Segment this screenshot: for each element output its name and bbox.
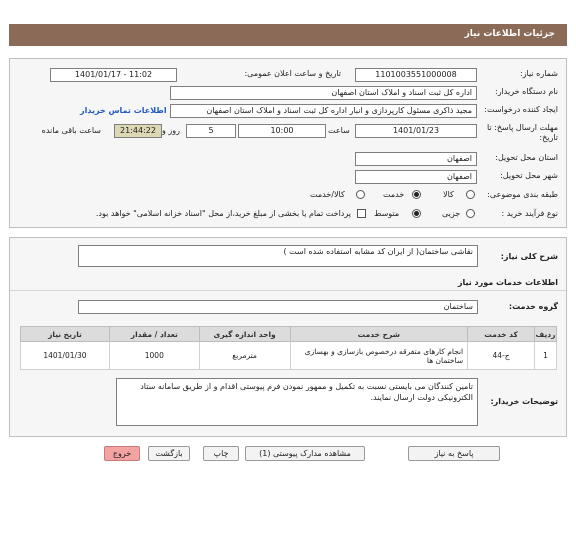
- treasury-payment-checkbox[interactable]: [357, 209, 366, 218]
- category-radio-service[interactable]: [412, 190, 421, 199]
- buyer-contact-link[interactable]: اطلاعات تماس خریدار: [80, 106, 167, 115]
- payment-note: پرداخت تمام یا بخشی از مبلغ خرید،از محل "اسناد خزانه اسلامی" خواهد بود.: [95, 209, 351, 218]
- general-desc-label: شرح کلی نیاز:: [500, 252, 558, 261]
- province-field: اصفهان: [355, 152, 477, 166]
- need-number-field: 1101003551000008: [355, 68, 477, 82]
- process-option-minor: جزیی: [442, 209, 461, 218]
- col-need-date-header: تاریخ نیاز: [21, 327, 110, 342]
- category-radio-goods[interactable]: [466, 190, 475, 199]
- view-attachments-button[interactable]: مشاهده مدارک پیوستی (1): [245, 446, 365, 461]
- services-divider: [10, 290, 566, 291]
- category-option-service: خدمت: [383, 190, 405, 199]
- print-button[interactable]: چاپ: [203, 446, 239, 461]
- table-row: [21, 342, 557, 370]
- page-title: جزئیات اطلاعات نیاز: [464, 29, 555, 39]
- category-option-goods-service: کالا/خدمت: [310, 190, 345, 199]
- category-option-goods: کالا: [443, 190, 454, 199]
- city-field: اصفهان: [355, 170, 477, 184]
- deadline-time-field: 10:00: [238, 124, 326, 138]
- col-unit-header: واحد اندازه گیری: [199, 327, 290, 342]
- request-creator-label: ایجاد کننده درخواست:: [484, 105, 558, 114]
- category-label: طبقه بندی موضوعی:: [487, 190, 558, 199]
- buyer-notes-label: توضیحات خریدار:: [490, 397, 558, 406]
- request-creator-field: مجید ذاکری مسئول کارپردازی و انبار اداره کل ثبت اسناد و املاک استان اصفهان: [170, 104, 477, 118]
- remaining-time-label: ساعت باقی مانده: [41, 126, 101, 135]
- col-quantity-header: تعداد / مقدار: [109, 327, 199, 342]
- reply-to-need-button[interactable]: پاسخ به نیاز: [408, 446, 500, 461]
- announce-datetime-label: تاریخ و ساعت اعلان عمومی:: [244, 69, 341, 78]
- services-panel: [9, 237, 567, 437]
- cell-unit: مترمربع: [199, 342, 290, 370]
- need-number-label: شماره نیاز:: [520, 69, 558, 78]
- service-group-label: گروه خدمت:: [508, 302, 558, 311]
- table-header-row: [21, 327, 557, 342]
- process-radio-minor[interactable]: [466, 209, 475, 218]
- delivery-province-label: استان محل تحویل:: [495, 153, 558, 162]
- deadline-time-label: ساعت: [328, 126, 350, 135]
- category-radio-goods-service[interactable]: [356, 190, 365, 199]
- col-service-code-header: کد خدمت: [468, 327, 535, 342]
- services-info-heading: اطلاعات خدمات مورد نیاز: [457, 278, 558, 287]
- time-remaining-field: 21:44:22: [114, 124, 162, 138]
- title-bar: [9, 24, 567, 46]
- cell-quantity: 1000: [109, 342, 199, 370]
- service-group-field: ساختمان: [78, 300, 478, 314]
- services-table: [20, 326, 557, 370]
- cell-row-number: 1: [535, 342, 557, 370]
- cell-need-date: 1401/01/30: [21, 342, 110, 370]
- deadline-date-field: 1401/01/23: [355, 124, 477, 138]
- back-button[interactable]: بازگشت: [148, 446, 190, 461]
- exit-button[interactable]: خروج: [104, 446, 140, 461]
- buyer-notes-field: تامین کنندگان می بایستی نسبت به تکمیل و ممهور نمودن فرم پیوستی اقدام و از طریق سامانه ستاد الکترونیکی دولت ارسال نمایند.: [116, 378, 478, 426]
- purchase-process-label: نوع فرآیند خرید :: [501, 209, 558, 218]
- announce-datetime-field: 1401/01/17 - 11:02: [50, 68, 177, 82]
- general-desc-field: نقاشی ساختمان( از ایران کد مشابه استفاده شده است ): [78, 245, 478, 267]
- delivery-city-label: شهر محل تحویل:: [500, 171, 558, 180]
- col-service-desc-header: شرح خدمت: [290, 327, 468, 342]
- need-details-panel: [9, 58, 567, 228]
- process-option-medium: متوسط: [374, 209, 400, 218]
- col-row-header: ردیف: [535, 327, 557, 342]
- reply-deadline-label-2: تاریخ:: [539, 133, 558, 142]
- cell-service-code: ج-44: [468, 342, 535, 370]
- days-remaining-field: 5: [186, 124, 236, 138]
- reply-deadline-label: مهلت ارسال پاسخ: تا: [486, 123, 558, 132]
- buyer-org-field: اداره کل ثبت اسناد و املاک استان اصفهان: [170, 86, 477, 100]
- buyer-org-label: نام دستگاه خریدار:: [495, 87, 558, 96]
- cell-service-desc: انجام کارهای متفرقه درخصوص بازسازی و بهسازی ساختمان ها: [290, 342, 468, 370]
- process-radio-medium[interactable]: [412, 209, 421, 218]
- day-and-label: روز و: [162, 126, 180, 135]
